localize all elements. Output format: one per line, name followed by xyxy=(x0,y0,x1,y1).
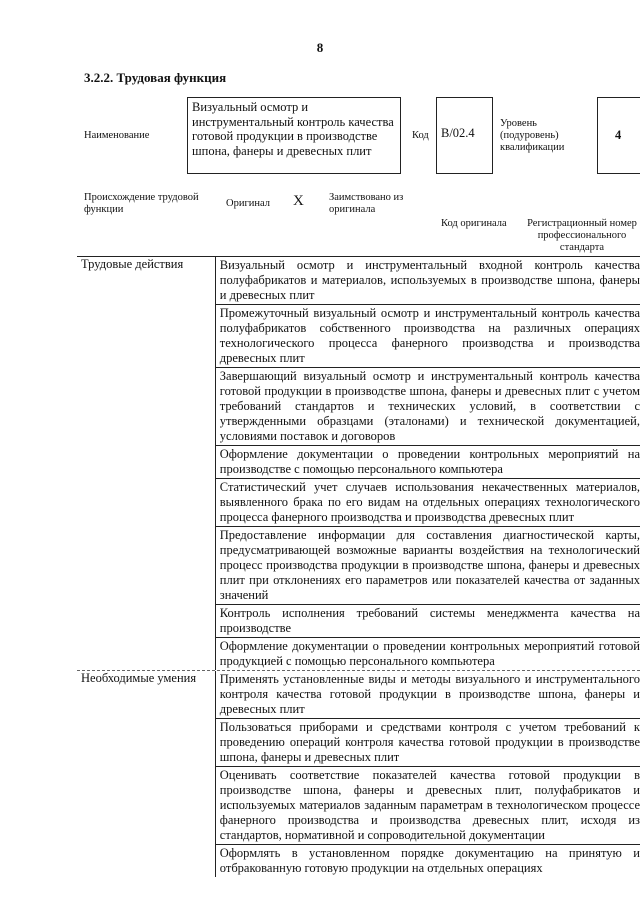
functions-table xyxy=(77,256,640,877)
original-mark: X xyxy=(293,193,304,209)
list-item: Предоставление информации для составления диагностической карты, предусматривающей возможные варианты воздействия на технологический процесс производства продукции в производстве шпона, фанеры и древесных плит при отклонениях его параметров или показателей качества от заданных значений xyxy=(216,527,640,605)
code-label: Код xyxy=(412,130,429,141)
section-label: Трудовые действия xyxy=(81,257,184,271)
list-item: Применять установленные виды и методы визуального и инструментального контроля качества готовой продукции в производстве шпона, фанеры и древесных плит xyxy=(216,671,640,719)
page-number: 8 xyxy=(316,40,324,55)
list-item: Промежуточный визуальный осмотр и инструментальный контроль качества полуфабрикатов собственного производства на различных операциях технологического процесса фанерного производства и производства древесных плит xyxy=(216,305,640,368)
original-label: Оригинал xyxy=(226,198,270,209)
level-box: 4 xyxy=(597,97,640,174)
list-item: Статистический учет случаев использования некачественных материалов, выявленного брака по его видам на отдельных операциях технологического процесса фанерного производства и производства древесных плит xyxy=(216,479,640,527)
function-name-box: Визуальный осмотр и инструментальный контроль качества готовой продукции в производстве шпона, фанеры и древесных плит xyxy=(187,97,401,174)
list-item: Оформлять в установленном порядке документацию на принятую и отбракованную готовую продукции на отдельных операциях xyxy=(219,846,640,875)
code-original-label: Код оригинала xyxy=(441,218,507,229)
section-required-skills xyxy=(77,670,640,877)
list-item: Визуальный осмотр и инструментальный входной контроль качества полуфабрикатов и материалов, используемых в производстве шпона, фанеры и древесных плит xyxy=(216,257,640,305)
list-item: Оформление документации о проведении контрольных мероприятий готовой продукцией с помощью персонального компьютера xyxy=(219,639,640,668)
list-item: Контроль исполнения требований системы менеджмента качества на производстве xyxy=(216,605,640,638)
list-item: Оценивать соответствие показателей качества готовой продукции в производстве шпона, фанеры и древесных плит, полуфабрикатов и используемых материалов заданным параметрам в технологическом процессе фанерного производства и производства древесных плит, исходя из стандартов, нормативной и сопроводительной документации xyxy=(216,767,640,845)
section-label: Необходимые умения xyxy=(81,671,197,685)
level-label: Уровень (подуровень) квалификации xyxy=(500,118,565,153)
reg-number-label: Регистрационный номер профессионального стандарта xyxy=(527,218,637,253)
list-item: Пользоваться приборами и средствами контроля с учетом требований к проведению операций контроля качества готовой продукции в производстве шпона, фанеры и древесных плит xyxy=(216,719,640,767)
list-item: Оформление документации о проведении контрольных мероприятий на производстве с помощью персонального компьютера xyxy=(216,446,640,479)
list-item: Завершающий визуальный осмотр и инструментальный контроль качества готовой продукции в производстве шпона, фанеры и древесных плит с учетом требований стандартов и технических условий, в соответствии с утвержденными образцами (эталонами) и технической документацией, условиями поставок и договоров xyxy=(216,368,640,446)
section-title: 3.2.2. Трудовая функция xyxy=(84,70,227,85)
borrowed-label: Заимствовано из оригинала xyxy=(329,192,404,215)
code-box: B/02.4 xyxy=(436,97,493,174)
origin-label: Происхождение трудовой функции xyxy=(84,192,199,215)
name-label: Наименование xyxy=(84,130,150,141)
section-labor-actions xyxy=(77,256,640,670)
